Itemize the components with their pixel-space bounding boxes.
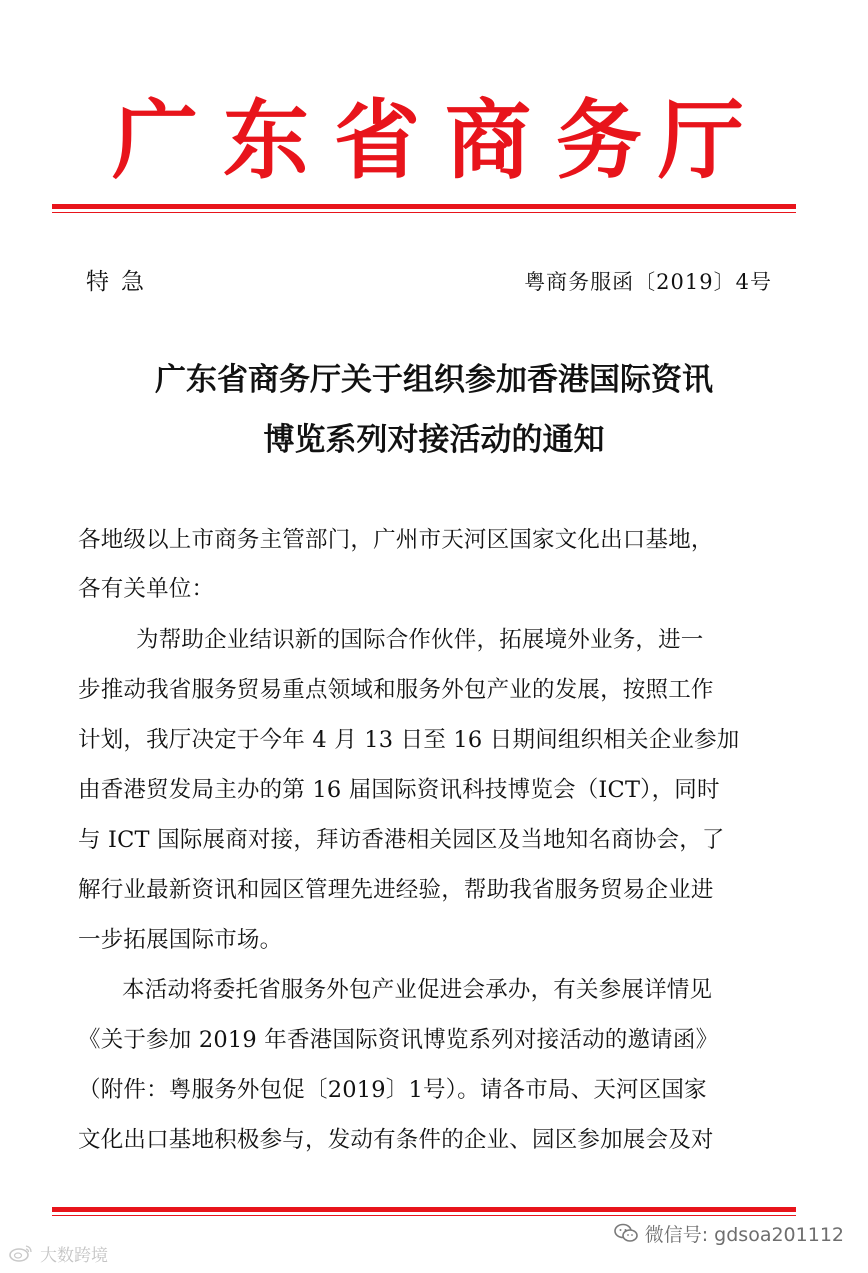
- wechat-id: 微信号: gdsoa201112: [644, 1223, 844, 1246]
- masthead-char: 省: [334, 90, 420, 191]
- wechat-watermark: [613, 1218, 844, 1248]
- weibo-watermark: [8, 1240, 108, 1266]
- paragraph-line: 计划，我厅决定于今年 4 月 13 日至 16 日期间组织相关企业参加: [78, 727, 740, 753]
- paragraph-line: 由香港贸发局主办的第 16 届国际资讯科技博览会（ICT），同时: [78, 777, 720, 803]
- document-title-line-2: 博览系列对接活动的通知: [263, 422, 605, 458]
- masthead-char: 广: [112, 90, 198, 191]
- weibo-account: 大数跨境: [40, 1245, 108, 1266]
- wechat-icon: [613, 1223, 639, 1243]
- masthead: [0, 90, 868, 191]
- weibo-icon: [8, 1243, 34, 1263]
- urgency-label: 特急: [86, 269, 156, 295]
- masthead-char: 东: [223, 90, 309, 191]
- header-divider: [52, 204, 796, 213]
- masthead-char: 务: [556, 90, 642, 191]
- paragraph-line: 本活动将委托省服务外包产业促进会承办，有关参展详情见: [122, 977, 713, 1003]
- paragraph-line: 《关于参加 2019 年香港国际资讯博览系列对接活动的邀请函》: [78, 1027, 719, 1053]
- document-title-line-1: 广东省商务厅关于组织参加香港国际资讯: [155, 362, 713, 398]
- paragraph-line: 文化出口基地积极参与，发动有条件的企业、园区参加展会及对: [78, 1127, 714, 1153]
- document-meta: [0, 264, 868, 300]
- salutation-line: 各有关单位：: [78, 576, 215, 602]
- footer-divider: [52, 1207, 796, 1216]
- document-number: 粤商务服函〔2019〕4号: [524, 270, 772, 294]
- divider-thin-line: [52, 1215, 796, 1216]
- paragraph-line: 为帮助企业结识新的国际合作伙伴，拓展境外业务，进一: [136, 627, 704, 653]
- paragraph-line: （附件：粤服务外包促〔2019〕1号）。请各市局、天河区国家: [78, 1077, 707, 1103]
- masthead-char: 商: [445, 90, 531, 191]
- paragraph-line: 与 ICT 国际展商对接，拜访香港相关园区及当地知名商协会，了: [78, 827, 725, 853]
- masthead-char: 厅: [658, 90, 744, 191]
- salutation-line: 各地级以上市商务主管部门，广州市天河区国家文化出口基地，: [78, 527, 714, 553]
- paragraph-line: 一步拓展国际市场。: [78, 927, 283, 953]
- divider-thin-line: [52, 212, 796, 213]
- paragraph-line: 步推动我省服务贸易重点领域和服务外包产业的发展，按照工作: [78, 677, 714, 703]
- paragraph-line: 解行业最新资讯和园区管理先进经验，帮助我省服务贸易企业进: [78, 877, 714, 903]
